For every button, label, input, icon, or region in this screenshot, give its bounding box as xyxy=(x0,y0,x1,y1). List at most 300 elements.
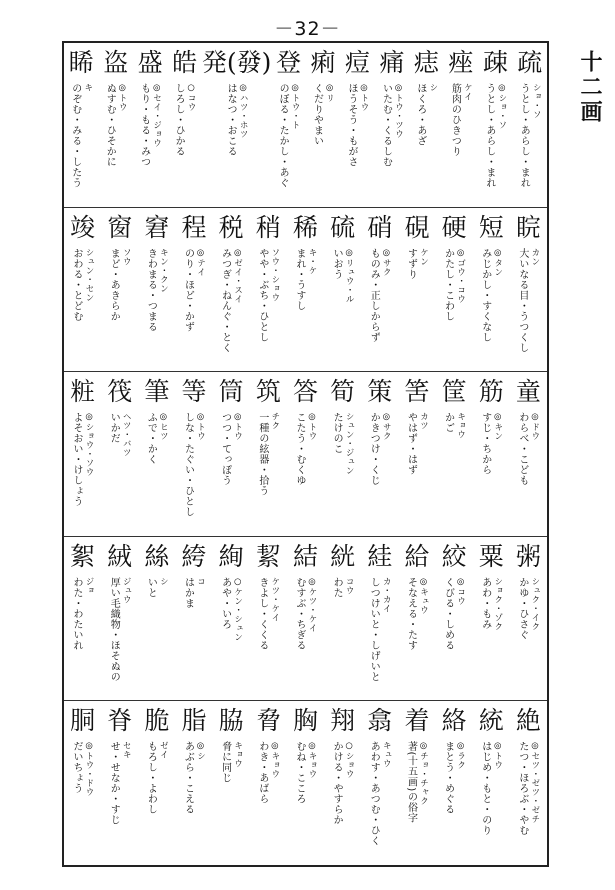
readings-block xyxy=(404,248,429,280)
readings-block xyxy=(516,248,541,353)
kun-reading: のぞむ・みる・したう xyxy=(69,83,81,188)
kun-reading: むね・こころ xyxy=(293,741,305,805)
kanji-entry xyxy=(64,43,98,207)
kun-reading: かご xyxy=(442,412,454,434)
kanji-entry xyxy=(361,701,398,865)
kun-reading: いたむ・くるしむ xyxy=(380,83,392,167)
kanji-character: 童 xyxy=(515,377,541,407)
kanji-entry xyxy=(213,537,250,701)
kanji-entry xyxy=(101,208,138,372)
readings-block xyxy=(182,741,207,815)
kun-reading: かゆ・ひさぐ xyxy=(516,576,528,640)
on-reading: ○ショウ xyxy=(344,741,355,779)
on-reading: ◎ドウ xyxy=(529,412,540,441)
kanji-entry xyxy=(250,208,287,372)
on-reading: ケン xyxy=(418,247,429,266)
kun-reading: ふで・かく xyxy=(145,412,157,465)
kun-reading: しろし・ひかる xyxy=(173,83,185,157)
kanji-character: 痛 xyxy=(379,48,405,77)
kanji-entry xyxy=(213,372,250,536)
kun-reading: うとし・あらし・まれ xyxy=(483,83,495,188)
kanji-entry xyxy=(287,537,324,701)
on-reading: ○コウ xyxy=(186,83,197,112)
on-reading: ソウ xyxy=(121,247,132,266)
kanji-entry xyxy=(513,43,547,207)
readings-block xyxy=(182,248,207,332)
kanji-entry xyxy=(510,208,547,372)
kanji-entry xyxy=(99,43,133,207)
kun-reading: よそおい・けしょう xyxy=(71,412,83,507)
kanji-character: 脅 xyxy=(255,706,281,736)
kanji-character: 粥 xyxy=(515,541,541,571)
kanji-character: 筍 xyxy=(330,377,356,407)
table-row xyxy=(64,537,547,702)
kanji-character: 短 xyxy=(478,212,504,242)
kanji-entry xyxy=(361,372,398,536)
on-reading: シュン・セン xyxy=(84,247,95,302)
on-reading: ◎キュウ xyxy=(418,576,429,615)
kun-reading: みじかし・すくなし xyxy=(479,247,491,343)
kanji-character: 窗 xyxy=(107,212,133,242)
kanji-entry xyxy=(175,372,212,536)
readings-block xyxy=(69,83,94,188)
kanji-entry xyxy=(361,208,398,372)
on-reading: キョウ xyxy=(455,412,466,440)
kanji-entry xyxy=(213,701,250,865)
readings-block xyxy=(70,248,95,322)
kanji-entry xyxy=(473,701,510,865)
on-reading: ◎ヒツ xyxy=(158,412,169,441)
kun-reading: いかだ xyxy=(108,412,120,444)
readings-block xyxy=(311,83,336,146)
on-reading: ◎セツ・ゼツ・ゼチ xyxy=(529,741,540,824)
on-reading: ◎ショウ・ソウ xyxy=(84,412,95,477)
on-reading: ◎キン xyxy=(492,412,503,441)
on-reading: ◎キョウ xyxy=(306,741,317,779)
kanji-character: 胸 xyxy=(292,706,318,736)
kanji-entry xyxy=(287,372,324,536)
table-row xyxy=(64,208,547,373)
on-reading: セキ xyxy=(121,741,132,760)
kanji-character: 絨 xyxy=(107,541,133,571)
kanji-character: 痤 xyxy=(448,48,474,77)
kanji-character: 絝 xyxy=(181,541,207,571)
kun-reading: わた・わたいれ xyxy=(71,576,83,651)
readings-block xyxy=(219,248,244,353)
kanji-character: 睎 xyxy=(68,48,94,77)
kun-reading: 一種の絃器・拾う xyxy=(256,412,268,497)
on-reading: ◎チョ・チャク xyxy=(418,741,429,806)
table-row xyxy=(64,372,547,537)
kun-reading: いと xyxy=(145,576,157,598)
kanji-character: 筐 xyxy=(441,377,467,407)
readings-block xyxy=(479,248,504,343)
on-reading: シュク・イク xyxy=(529,576,540,631)
kun-reading: 脅に同じ xyxy=(219,741,231,784)
kanji-entry xyxy=(175,701,212,865)
kun-reading: むすぶ・ちぎる xyxy=(293,576,305,651)
on-reading: シ xyxy=(427,83,438,92)
on-reading: コ xyxy=(195,576,206,586)
on-reading: ◎トウ xyxy=(195,412,206,441)
kun-reading: ほうそう・もがさ xyxy=(346,83,357,167)
kun-reading: あわ・もみ xyxy=(479,576,491,630)
kun-reading: まれ・うすし xyxy=(293,247,305,311)
readings-block xyxy=(367,248,392,343)
on-reading: ◎ハツ・ホツ xyxy=(238,83,249,139)
readings-block xyxy=(330,412,355,475)
kanji-character: 稍 xyxy=(255,212,281,242)
kanji-entry xyxy=(101,372,138,536)
on-reading: シ xyxy=(158,576,169,586)
kanji-character: 胴 xyxy=(70,706,96,736)
on-reading: ◎トウ xyxy=(232,412,243,441)
readings-block xyxy=(442,577,467,651)
kun-reading: やや・ぶち・ひとし xyxy=(256,247,268,343)
kanji-character: 絓 xyxy=(367,541,393,571)
kanji-entry xyxy=(213,208,250,372)
on-reading: ソウ・ショウ xyxy=(269,247,280,302)
kanji-entry xyxy=(444,43,478,207)
on-reading: キ xyxy=(82,83,93,92)
readings-block xyxy=(442,248,467,322)
kanji-character: 脇 xyxy=(218,706,244,736)
kanji-entry xyxy=(138,537,175,701)
readings-block xyxy=(517,83,542,188)
kanji-character: 硫 xyxy=(330,212,356,242)
readings-block xyxy=(182,412,207,517)
kun-reading: くびる・しめる xyxy=(442,576,454,651)
kun-reading: くだりやまい xyxy=(311,83,323,146)
page-number: －32－ xyxy=(274,18,341,40)
on-reading: カン xyxy=(529,247,540,266)
kanji-entry xyxy=(478,43,512,207)
on-reading: キン・クン xyxy=(158,247,169,293)
kun-reading: 筋肉のひきつり xyxy=(449,83,461,157)
readings-block xyxy=(107,577,132,682)
kanji-character: 筒 xyxy=(218,377,244,407)
readings-block xyxy=(138,83,163,167)
on-reading: ◎サク xyxy=(381,247,392,277)
kanji-entry xyxy=(436,372,473,536)
on-reading: ◎トウ xyxy=(117,83,128,112)
kanji-entry xyxy=(306,43,340,207)
readings-block xyxy=(367,741,392,846)
readings-block xyxy=(345,83,370,167)
readings-block xyxy=(367,412,392,486)
readings-block xyxy=(70,577,95,651)
on-reading: ◎テイ xyxy=(195,247,206,277)
kanji-character: 筈 xyxy=(404,377,430,407)
kun-reading: いおう xyxy=(331,247,343,280)
on-reading: ◎セイ・ジョウ xyxy=(151,83,162,148)
on-reading: ヘツ・バツ xyxy=(121,412,132,458)
kanji-entry xyxy=(510,537,547,701)
kun-reading: やはず・はず xyxy=(405,412,417,476)
kanji-entry xyxy=(398,537,435,701)
kanji-entry xyxy=(64,537,101,701)
kanji-character: 絜 xyxy=(255,541,281,571)
on-reading: ◎トウ xyxy=(359,83,369,112)
on-reading: ショク・ゾク xyxy=(492,576,503,631)
readings-block xyxy=(256,741,281,804)
readings-block xyxy=(367,577,392,682)
readings-block xyxy=(144,741,169,815)
kanji-entry xyxy=(409,43,443,207)
kanji-character: 盗 xyxy=(103,48,129,77)
kanji-entry xyxy=(101,701,138,865)
readings-block xyxy=(442,741,467,815)
kanji-table xyxy=(62,41,549,867)
readings-block xyxy=(219,741,244,783)
kanji-character: 痢 xyxy=(310,48,336,77)
kanji-entry xyxy=(250,372,287,536)
on-reading: ケイ xyxy=(462,83,473,101)
kun-reading: 大いなる目・うつくし xyxy=(516,247,528,353)
kanji-entry xyxy=(287,208,324,372)
kanji-entry xyxy=(250,537,287,701)
kanji-character: 等 xyxy=(181,377,207,407)
on-reading: キ・ケ xyxy=(306,247,317,275)
readings-block xyxy=(379,83,404,167)
kanji-entry xyxy=(167,43,201,207)
on-reading: ◎コウ xyxy=(455,576,466,606)
kanji-character: 絡 xyxy=(441,706,467,736)
on-reading: ジョ xyxy=(84,576,95,595)
on-reading: シュン・ジュン xyxy=(344,412,355,476)
readings-block xyxy=(256,412,281,496)
kanji-entry xyxy=(202,43,272,207)
kun-reading: あぶら・こえる xyxy=(182,741,194,815)
kun-reading: そなえる・たす xyxy=(405,576,417,651)
on-reading: チク xyxy=(269,412,280,431)
readings-block xyxy=(144,412,169,465)
kanji-entry xyxy=(138,372,175,536)
kanji-character: 策 xyxy=(367,377,393,407)
readings-block xyxy=(219,577,244,642)
readings-block xyxy=(172,83,197,157)
readings-block xyxy=(224,83,249,157)
kun-reading: 厚い毛織物・ほそぬの xyxy=(108,576,120,682)
kun-reading: わき・あばら xyxy=(256,741,268,805)
readings-block xyxy=(219,412,244,486)
kun-reading: せ・せなか・すじ xyxy=(108,741,120,826)
readings-block xyxy=(144,577,169,598)
kun-reading: すずり xyxy=(405,247,417,280)
kanji-character: 統 xyxy=(478,706,504,736)
readings-block xyxy=(276,83,301,188)
kun-reading: まど・あきらか xyxy=(108,247,120,322)
readings-block xyxy=(70,741,95,797)
on-reading: ゼイ xyxy=(158,741,169,760)
kanji-character: 答 xyxy=(292,377,318,407)
kanji-character: 疏 xyxy=(517,48,543,77)
on-reading: カ・カイ xyxy=(381,576,392,613)
kanji-entry xyxy=(324,701,361,865)
on-reading: ショ・ソ xyxy=(531,83,542,119)
kanji-entry xyxy=(175,208,212,372)
kun-reading: しつけいと・しげいと xyxy=(368,576,380,682)
readings-block xyxy=(107,412,132,457)
kanji-character: 絮 xyxy=(70,541,96,571)
kanji-character: 絢 xyxy=(218,541,244,571)
on-reading: ケツ・ケイ xyxy=(269,576,280,622)
kanji-entry xyxy=(398,208,435,372)
kun-reading: たけのこ xyxy=(331,412,343,455)
kun-reading: はなつ・おこる xyxy=(225,83,237,157)
kanji-character: 脆 xyxy=(144,706,170,736)
kanji-entry xyxy=(271,43,305,207)
kanji-character: 窘 xyxy=(144,212,170,242)
on-reading: ◎ケツ・ケイ xyxy=(306,576,317,633)
on-reading: ◎ゼイ・スイ xyxy=(232,247,243,304)
kun-reading: はかま xyxy=(182,576,194,609)
kanji-character: 脊 xyxy=(107,706,133,736)
kanji-entry xyxy=(510,701,547,865)
kanji-character: 脂 xyxy=(181,706,207,736)
readings-block xyxy=(479,741,504,836)
kanji-entry xyxy=(138,208,175,372)
readings-block xyxy=(103,83,128,167)
kanji-entry xyxy=(473,372,510,536)
kanji-entry xyxy=(138,701,175,865)
kun-reading: まとう・めぐる xyxy=(442,741,454,815)
readings-block xyxy=(448,83,473,157)
kanji-entry xyxy=(340,43,374,207)
kanji-character: 絲 xyxy=(144,541,170,571)
readings-block xyxy=(404,577,429,651)
kanji-character: 絶 xyxy=(515,706,541,736)
kun-reading: きわまる・つまる xyxy=(145,247,157,332)
readings-block xyxy=(256,577,281,651)
kanji-character: 筑 xyxy=(255,377,281,407)
on-reading: キュウ xyxy=(381,741,392,769)
on-reading: ◎トウ・ドウ xyxy=(84,741,95,797)
kanji-entry xyxy=(324,537,361,701)
readings-block xyxy=(516,577,541,640)
on-reading: コウ xyxy=(344,576,355,595)
kanji-character: 翔 xyxy=(330,706,356,736)
kanji-character: 粟 xyxy=(478,541,504,571)
kanji-character: 疎 xyxy=(482,48,508,77)
kanji-character: 絞 xyxy=(441,541,467,571)
kanji-entry xyxy=(64,372,101,536)
kanji-entry xyxy=(324,372,361,536)
on-reading: ◎トウ・ト xyxy=(290,83,301,130)
on-reading: ◎トウ xyxy=(306,412,317,441)
kanji-character: 翕 xyxy=(367,706,393,736)
on-reading: ◎キョウ xyxy=(269,741,280,779)
kanji-entry xyxy=(175,537,212,701)
kun-reading: もろし・よわし xyxy=(145,741,157,815)
readings-block xyxy=(107,248,132,322)
on-reading: ◎リ xyxy=(324,83,335,103)
kanji-character: 筋 xyxy=(478,377,504,407)
kanji-character: 絖 xyxy=(330,541,356,571)
readings-block xyxy=(293,577,318,651)
kun-reading: わた xyxy=(331,576,343,598)
kanji-character: 登 xyxy=(276,48,302,77)
kun-reading: ものみ・正しからず xyxy=(368,247,380,343)
readings-block xyxy=(330,577,355,598)
kun-reading: ほくろ・あざ xyxy=(414,83,426,146)
kun-reading: たつ・ほろぶ・やむ xyxy=(516,741,528,836)
kanji-entry xyxy=(398,372,435,536)
kanji-character: 硝 xyxy=(367,212,393,242)
kanji-character: 皓 xyxy=(172,48,198,77)
kanji-entry xyxy=(473,208,510,372)
kun-reading: かたし・こわし xyxy=(442,247,454,322)
kun-reading: しな・たぐい・ひとし xyxy=(182,412,194,518)
kanji-character: 痘 xyxy=(345,48,371,77)
kanji-character: 硬 xyxy=(441,212,467,242)
on-reading: ◎トウ・ツウ xyxy=(393,83,404,139)
readings-block xyxy=(483,83,508,188)
on-reading: ◎タン xyxy=(492,247,503,277)
readings-block xyxy=(404,412,429,475)
kanji-entry xyxy=(250,701,287,865)
kun-reading: はじめ・もと・のり xyxy=(479,741,491,836)
kun-reading: わらべ・こども xyxy=(516,412,528,486)
kun-reading: のぼる・たかし・あぐ xyxy=(277,83,289,188)
kun-reading: 著(十五画)の俗字 xyxy=(405,741,417,824)
readings-block xyxy=(256,248,281,343)
on-reading: ◎トウ xyxy=(492,741,503,770)
kun-reading: もり・もる・みつ xyxy=(138,83,150,167)
readings-block xyxy=(479,412,504,475)
kun-reading: かきつけ・くじ xyxy=(368,412,380,486)
kanji-entry xyxy=(64,701,101,865)
kanji-entry xyxy=(287,701,324,865)
kun-reading: かける・やすらか xyxy=(331,741,343,826)
on-reading: ◎サク xyxy=(381,412,392,441)
readings-block xyxy=(182,577,207,609)
kanji-character: 発(發) xyxy=(201,48,272,77)
readings-block xyxy=(516,412,541,486)
kanji-character: 筏 xyxy=(107,377,133,407)
kanji-entry xyxy=(436,701,473,865)
readings-block xyxy=(293,741,318,804)
kun-reading: ぬすむ・ひそかに xyxy=(104,83,116,167)
kanji-entry xyxy=(64,208,101,372)
kun-reading: おわる・とどむ xyxy=(71,247,83,322)
kanji-entry xyxy=(473,537,510,701)
kun-reading: こたう・むくゆ xyxy=(293,412,305,486)
readings-block xyxy=(330,248,355,304)
on-reading: カツ xyxy=(418,412,429,431)
readings-block xyxy=(516,741,541,836)
kun-reading: あわす・あつむ・ひく xyxy=(368,741,380,847)
kanji-character: 痣 xyxy=(413,48,439,77)
kun-reading: つつ・てっぽう xyxy=(219,412,231,486)
on-reading: ◎リュウ・ル xyxy=(344,247,355,304)
readings-block xyxy=(293,248,318,311)
readings-block xyxy=(293,412,318,486)
kanji-character: 盛 xyxy=(137,48,163,77)
kanji-character: 硯 xyxy=(404,212,430,242)
kanji-entry xyxy=(133,43,167,207)
kanji-character: 結 xyxy=(292,541,318,571)
kanji-character: 筆 xyxy=(144,377,170,407)
kanji-character: 着 xyxy=(404,706,430,736)
readings-block xyxy=(442,412,467,439)
readings-block xyxy=(70,412,95,507)
readings-block xyxy=(404,741,429,823)
on-reading: ○ケン・シュン xyxy=(232,576,243,642)
kanji-character: 稀 xyxy=(292,212,318,242)
on-reading: ◎ショ・ソ xyxy=(496,83,507,130)
kanji-character: 程 xyxy=(181,212,207,242)
